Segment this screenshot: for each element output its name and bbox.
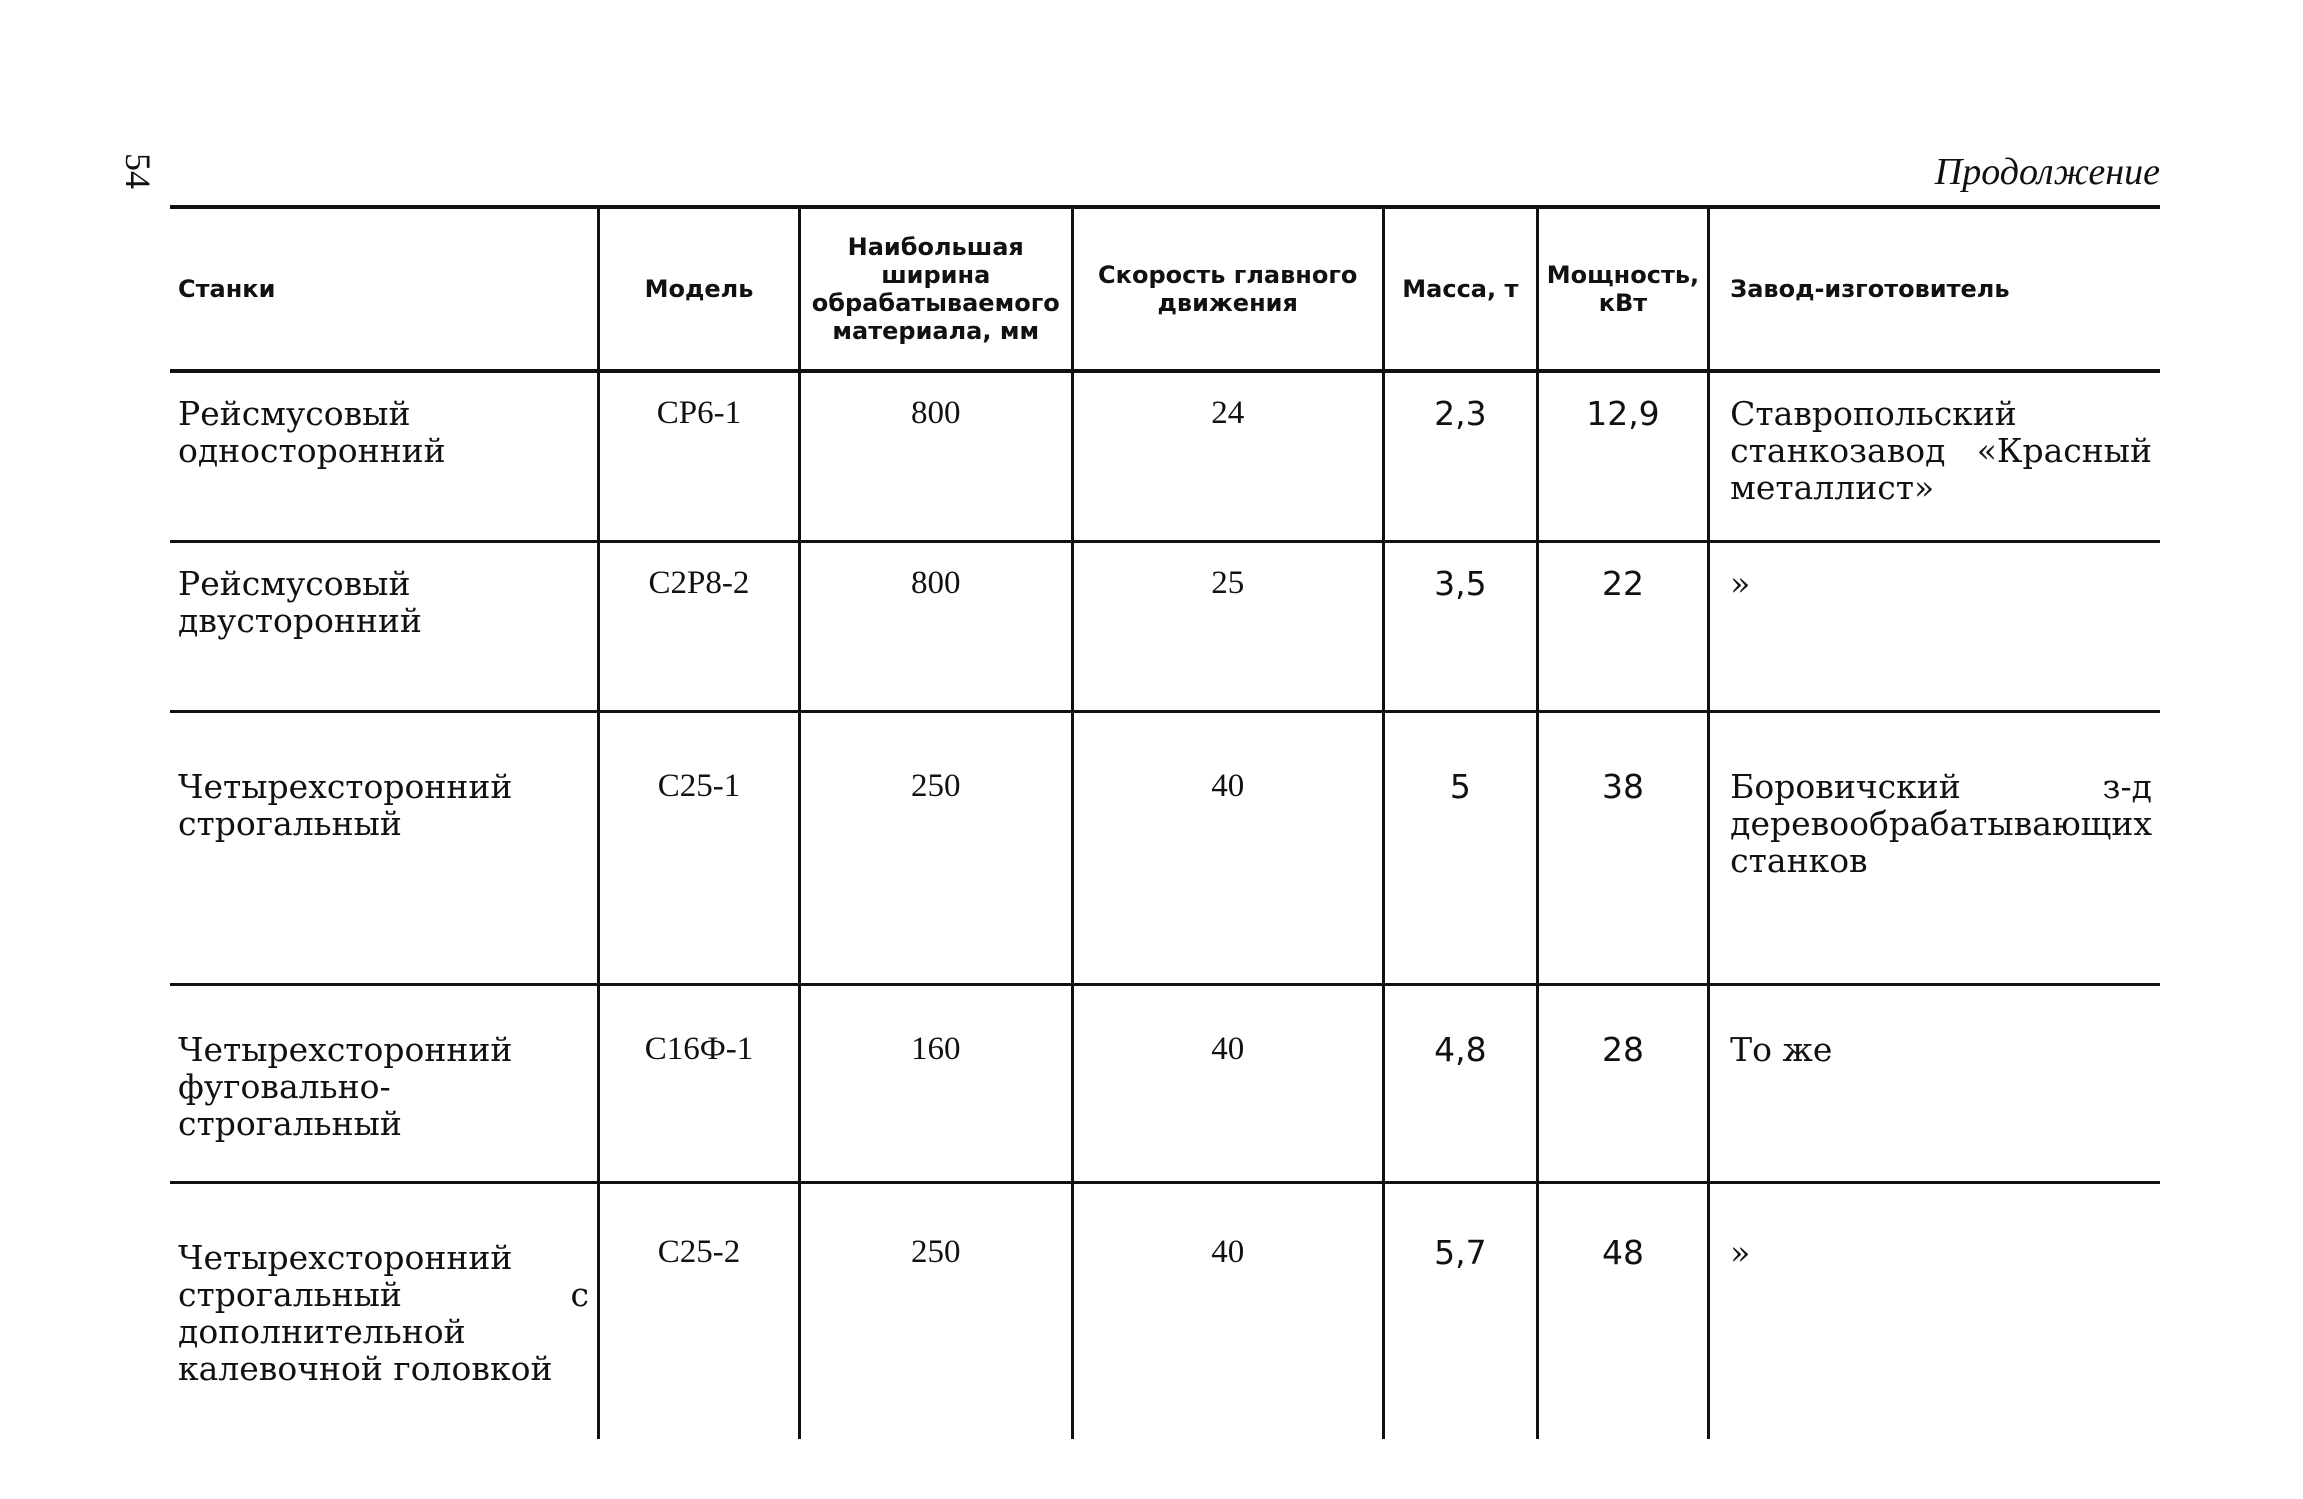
- cell-model: С25-1: [599, 712, 800, 985]
- table-row: [170, 1183, 2160, 1440]
- table-row: [170, 712, 2160, 985]
- table-row: [170, 985, 2160, 1183]
- cell-width: 800: [799, 371, 1072, 542]
- table-row: [170, 371, 2160, 542]
- cell-mass: 5: [1383, 712, 1537, 985]
- cell-power: 28: [1537, 985, 1708, 1183]
- cell-manufacturer: »: [1709, 542, 2160, 712]
- cell-power: 12,9: [1537, 371, 1708, 542]
- cell-mass: 3,5: [1383, 542, 1537, 712]
- header-model: Модель: [599, 207, 800, 371]
- cell-machine-name: Четырехсторонний фуговально-строгальный: [170, 985, 599, 1183]
- cell-manufacturer: »: [1709, 1183, 2160, 1440]
- cell-width: 250: [799, 712, 1072, 985]
- cell-speed: 40: [1072, 712, 1383, 985]
- cell-machine-name: Рейсмусовый односторонний: [170, 371, 599, 542]
- header-manufacturer: Завод-изготовитель: [1709, 207, 2160, 371]
- continuation-label: Продолжение: [1934, 151, 2160, 193]
- header-speed: Скорость главного движения: [1072, 207, 1383, 371]
- cell-width: 160: [799, 985, 1072, 1183]
- cell-power: 38: [1537, 712, 1708, 985]
- cell-manufacturer: Боровичский з-д деревообрабатывающих станков: [1709, 712, 2160, 985]
- cell-width: 800: [799, 542, 1072, 712]
- cell-manufacturer: То же: [1709, 985, 2160, 1183]
- cell-mass: 2,3: [1383, 371, 1537, 542]
- cell-model: С2Р8-2: [599, 542, 800, 712]
- cell-speed: 24: [1072, 371, 1383, 542]
- cell-speed: 40: [1072, 985, 1383, 1183]
- cell-machine-name: Четырехсторонний строгальный с дополнительной калевочной головкой: [170, 1183, 599, 1440]
- table-body: [170, 371, 2160, 1439]
- cell-power: 22: [1537, 542, 1708, 712]
- cell-speed: 40: [1072, 1183, 1383, 1440]
- table-row: [170, 542, 2160, 712]
- cell-mass: 4,8: [1383, 985, 1537, 1183]
- table-header: [170, 207, 2160, 371]
- header-max-width: Наибольшая ширина обрабатываемого материала, мм: [799, 207, 1072, 371]
- cell-power: 48: [1537, 1183, 1708, 1440]
- cell-model: С25-2: [599, 1183, 800, 1440]
- cell-machine-name: Рейсмусовый двусторонний: [170, 542, 599, 712]
- cell-mass: 5,7: [1383, 1183, 1537, 1440]
- cell-model: СР6-1: [599, 371, 800, 542]
- page-number: 54: [118, 153, 158, 189]
- header-machines: Станки: [170, 207, 599, 371]
- machines-table: [170, 205, 2160, 1439]
- header-mass: Масса, т: [1383, 207, 1537, 371]
- cell-speed: 25: [1072, 542, 1383, 712]
- cell-manufacturer: Ставропольский станкозавод «Красный металлист»: [1709, 371, 2160, 542]
- cell-width: 250: [799, 1183, 1072, 1440]
- header-row: [170, 207, 2160, 371]
- header-power: Мощность, кВт: [1537, 207, 1708, 371]
- cell-model: С16Ф-1: [599, 985, 800, 1183]
- cell-machine-name: Четырехсторонний строгальный: [170, 712, 599, 985]
